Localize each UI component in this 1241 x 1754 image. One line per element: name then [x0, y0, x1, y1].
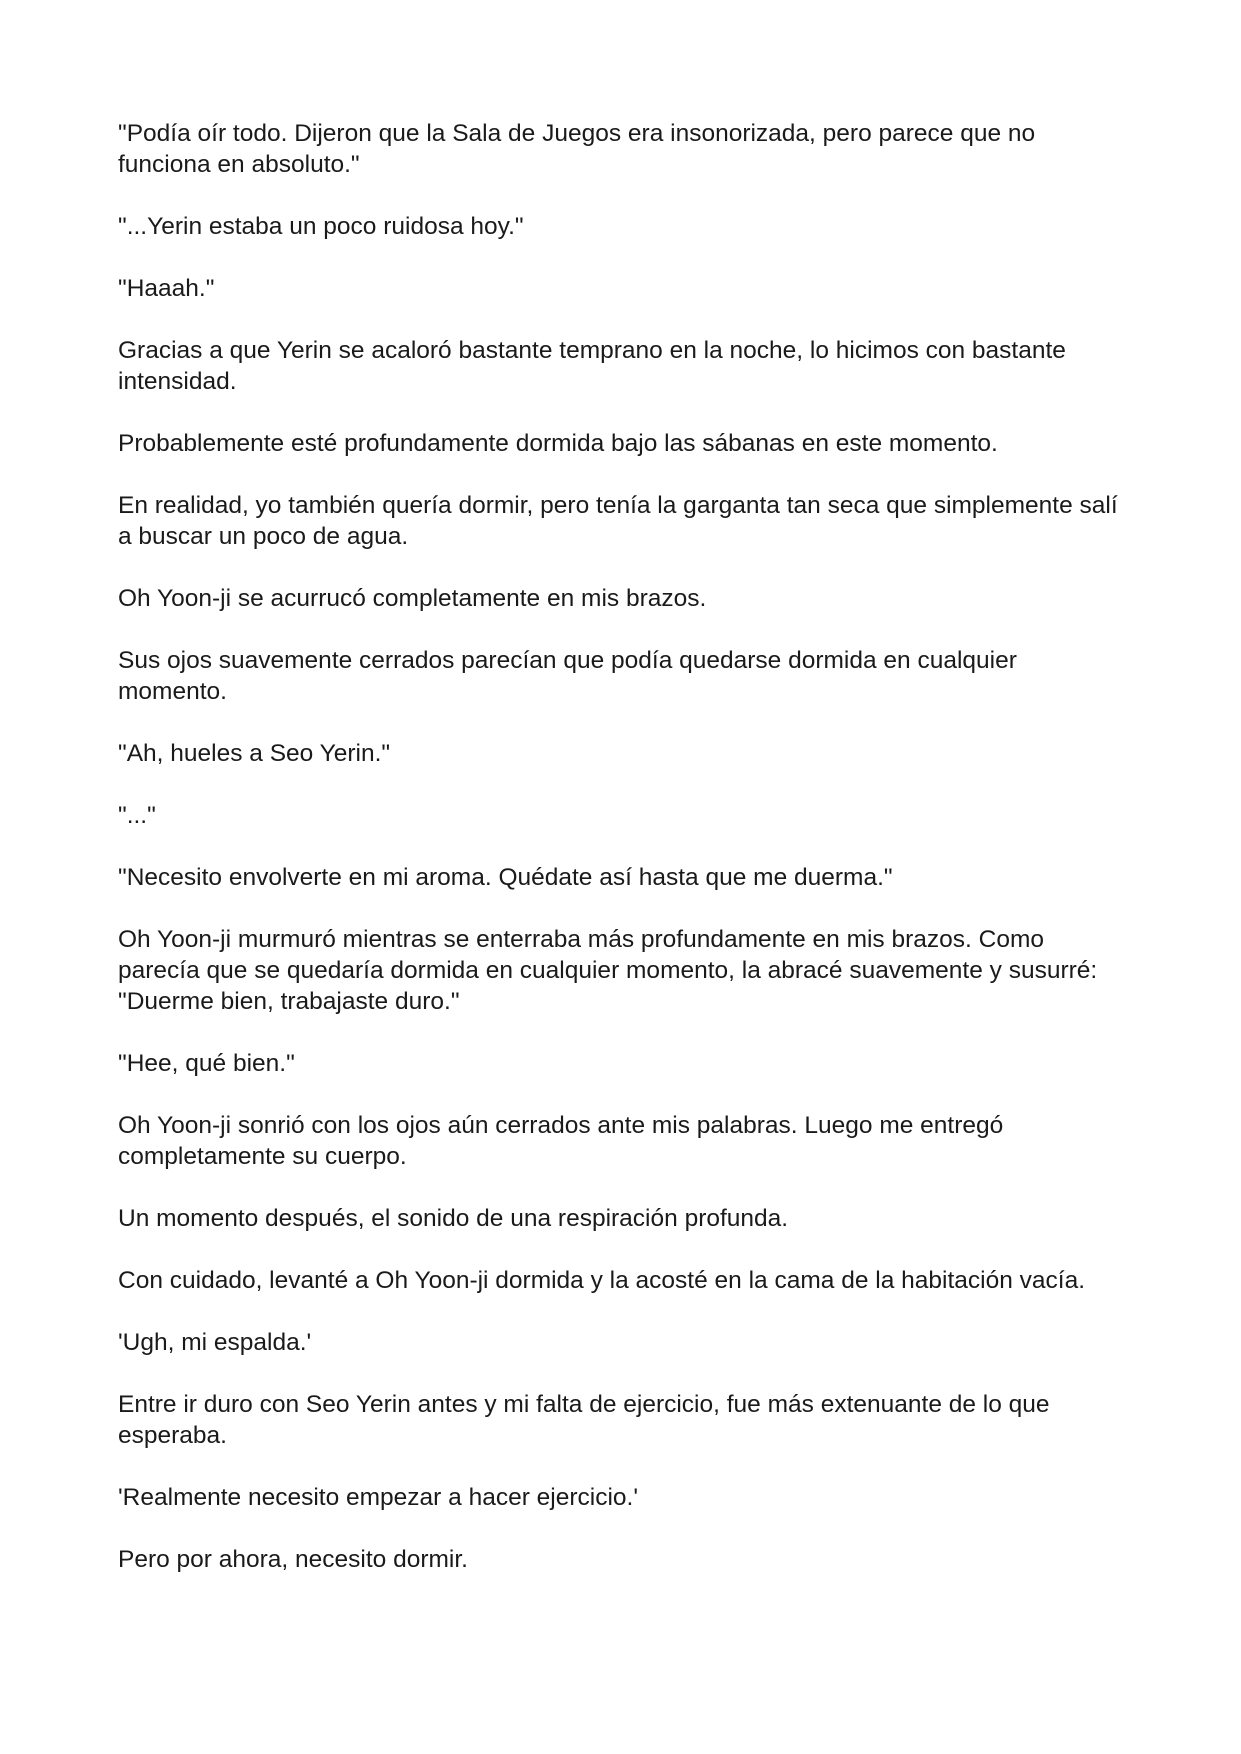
paragraph-14: Oh Yoon-ji sonrió con los ojos aún cerrados ante mis palabras. Luego me entregó completamente su cuerpo.: [118, 1112, 1004, 1170]
paragraph-15: Un momento después, el sonido de una respiración profunda.: [118, 1205, 789, 1232]
paragraph-2: "...Yerin estaba un poco ruidosa hoy.": [118, 213, 524, 240]
paragraph-1: "Podía oír todo. Dijeron que la Sala de Juegos era insonorizada, pero parece que no funciona en absoluto.": [118, 120, 1036, 178]
paragraph-20: Pero por ahora, necesito dormir.: [118, 1546, 468, 1573]
paragraph-17: 'Ugh, mi espalda.': [118, 1329, 312, 1356]
paragraph-4: Gracias a que Yerin se acaloró bastante temprano en la noche, lo hicimos con bastante intensidad.: [118, 337, 1066, 395]
paragraph-10: "...": [118, 802, 156, 829]
paragraph-9: "Ah, hueles a Seo Yerin.": [118, 740, 391, 767]
paragraph-18: Entre ir duro con Seo Yerin antes y mi falta de ejercicio, fue más extenuante de lo que esperaba.: [118, 1391, 1050, 1449]
paragraph-7: Oh Yoon-ji se acurrucó completamente en mis brazos.: [118, 585, 707, 612]
paragraph-3: "Haaah.": [118, 275, 215, 302]
paragraph-8: Sus ojos suavemente cerrados parecían que podía quedarse dormida en cualquier momento.: [118, 647, 1017, 705]
paragraph-13: "Hee, qué bien.": [118, 1050, 295, 1077]
paragraph-6: En realidad, yo también quería dormir, pero tenía la garganta tan seca que simplemente salí a buscar un poco de agua.: [118, 492, 1118, 550]
paragraph-19: 'Realmente necesito empezar a hacer ejercicio.': [118, 1484, 639, 1511]
paragraph-16: Con cuidado, levanté a Oh Yoon-ji dormida y la acosté en la cama de la habitación vacía.: [118, 1267, 1085, 1294]
paragraph-11: "Necesito envolverte en mi aroma. Quédate así hasta que me duerma.": [118, 864, 893, 891]
paragraph-12: Oh Yoon-ji murmuró mientras se enterraba más profundamente en mis brazos. Como parecía que se quedaría dormida en cualquier momento, la abracé suavemente y susurré: "Duerme bien, trabajaste duro.": [118, 926, 1098, 1015]
paragraph-5: Probablemente esté profundamente dormida bajo las sábanas en este momento.: [118, 430, 998, 457]
